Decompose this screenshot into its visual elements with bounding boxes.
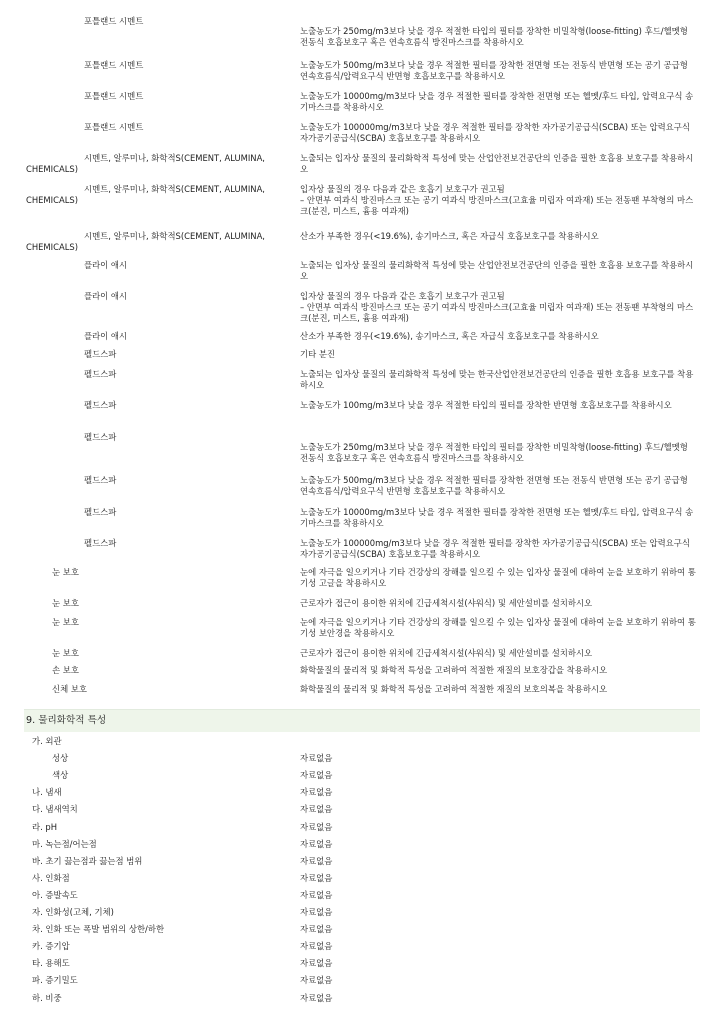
protection-value: 노출되는 입자상 물질의 물리화학적 특성에 맞는 산업안전보건공단의 인증을 필한 호흡용 보호구를 착용하시오: [300, 153, 694, 175]
property-label: 라. pH: [32, 821, 58, 832]
protection-label: 펠드스파: [84, 475, 117, 485]
protection-value: 눈에 자극을 일으키거나 기타 건강상의 장해를 일으킬 수 있는 입자상 물질에 대하여 눈을 보호하기 위하여 통기성 보안경을 착용하시오: [300, 617, 696, 639]
property-row: [0, 924, 724, 941]
property-value: 자료없음: [300, 975, 333, 986]
protection-value: 화학물질의 물리적 및 화학적 특성을 고려하여 적절한 재질의 보호의복을 착용하시오: [300, 684, 608, 694]
protection-value: 산소가 부족한 경우(<19.6%), 송기마스크, 혹은 자급식 호흡보호구를 착용하시오: [300, 231, 599, 241]
property-value: 자료없음: [300, 907, 333, 917]
property-value: 자료없음: [300, 889, 333, 900]
protection-label: 손 보호: [52, 665, 79, 675]
protection-value: 노출농도가 100000mg/m3보다 낮을 경우 적절한 필터를 장착한 자가공기공급식(SCBA) 또는 압력요구식 자가공기공급식(SCBA) 호흡보호구를 착용하시오: [300, 538, 690, 560]
protection-value: 노출농도가 500mg/m3보다 낮을 경우 적절한 필터를 장착한 전면형 또는 전동식 반면형 또는 공기 공급형 연속흐름식/압력요구식 반면형 호흡보호구를 착용하시오: [300, 60, 688, 82]
protection-label: 펠드스파: [84, 349, 117, 359]
protection-value: 산소가 부족한 경우(<19.6%), 송기마스크, 혹은 자급식 호흡보호구를 착용하시오: [300, 331, 599, 341]
protection-label: 눈 보호: [52, 617, 79, 627]
protection-label: 펠드스파: [84, 369, 117, 379]
protection-label: 플라이 애시: [84, 291, 128, 301]
property-row: [0, 975, 724, 992]
property-label: 마. 녹는점/어는점: [32, 838, 97, 849]
property-row: [0, 736, 724, 753]
protection-label: 포틀랜드 시멘트: [84, 91, 144, 101]
property-row: [0, 770, 724, 787]
protection-label: 시멘트, 알루미나, 화학적S(CEMENT, ALUMINA, CHEMICALS): [26, 184, 265, 206]
protection-value: 노출농도가 100000mg/m3보다 낮을 경우 적절한 필터를 장착한 자가공기공급식(SCBA) 또는 압력요구식 자가공기공급식(SCBA) 호흡보호구를 착용하시오: [300, 122, 690, 144]
property-label: 아. 증발속도: [32, 889, 78, 900]
protection-label: 플라이 애시: [84, 331, 128, 341]
property-value: 자료없음: [300, 872, 333, 883]
property-row: [0, 856, 724, 873]
property-value: 자료없음: [300, 992, 333, 1003]
protection-value: 입자상 물질의 경우 다음과 같은 호흡기 보호구가 권고됨 – 안면부 여과식 방진마스크 또는 공기 여과식 방진마스크(고효율 미립자 여과재) 또는 전동팬 부착형의 마스크(분진, 미스트, 흄용 여과재): [300, 291, 694, 324]
protection-value: 노출되는 입자상 물질의 물리화학적 특성에 맞는 산업안전보건공단의 인증을 필한 호흡용 보호구를 착용하시오: [300, 260, 694, 282]
protection-label: 플라이 애시: [84, 260, 128, 270]
protection-label: 펠드스파: [84, 432, 117, 442]
property-label: 파. 증기밀도: [32, 975, 78, 986]
protection-value: 근로자가 접근이 용이한 위치에 긴급세척시설(샤워식) 및 세안설비를 설치하시오: [300, 598, 593, 608]
protection-label: 펠드스파: [84, 538, 117, 548]
protection-value: 눈에 자극을 일으키거나 기타 건강상의 장해를 일으킬 수 있는 입자상 물질에 대하여 눈을 보호하기 위하여 통기성 고글을 착용하시오: [300, 567, 696, 589]
property-label: 카. 증기압: [32, 941, 70, 952]
property-label: 자. 인화성(고체, 기체): [32, 907, 114, 917]
property-row: [0, 890, 724, 907]
property-row: [0, 822, 724, 839]
protection-value: 노출농도가 10000mg/m3보다 낮을 경우 적절한 필터를 장착한 전면형 또는 헬멧/후드 타입, 압력요구식 송기마스크를 착용하시오: [300, 91, 694, 113]
property-row: [0, 873, 724, 890]
section-9-header: [24, 709, 700, 732]
property-row: [0, 804, 724, 821]
protection-label: 눈 보호: [52, 598, 79, 608]
protection-value: 기타 분진: [300, 349, 336, 359]
protection-value: 노출농도가 100mg/m3보다 낮을 경우 적절한 타입의 필터를 장착한 반면형 호흡보호구를 착용하시오: [300, 400, 672, 410]
property-label: 사. 인화점: [32, 872, 70, 883]
protection-label: 시멘트, 알루미나, 화학적S(CEMENT, ALUMINA, CHEMICALS): [26, 231, 265, 253]
property-label: 색상: [52, 770, 69, 781]
property-label: 나. 냄새: [32, 787, 62, 798]
property-value: 자료없음: [300, 753, 333, 764]
property-row: [0, 787, 724, 804]
property-value: 자료없음: [300, 924, 333, 935]
protection-value: 입자상 물질의 경우 다음과 같은 호흡기 보호구가 권고됨 – 안면부 여과식 방진마스크 또는 공기 여과식 방진마스크(고효율 미립자 여과재) 또는 전동팬 부착형의 마스크(분진, 미스트, 흄용 여과재): [300, 184, 694, 217]
property-label: 성상: [52, 753, 69, 764]
protection-value: 노출농도가 500mg/m3보다 낮을 경우 적절한 필터를 장착한 전면형 또는 전동식 반면형 또는 공기 공급형 연속흐름식/압력요구식 반면형 호흡보호구를 착용하시오: [300, 475, 688, 497]
property-value: 자료없음: [300, 855, 333, 866]
protection-label: 시멘트, 알루미나, 화학적S(CEMENT, ALUMINA, CHEMICALS): [26, 153, 265, 175]
property-row: [0, 907, 724, 924]
property-row: [0, 993, 724, 1010]
property-value: 자료없음: [300, 804, 333, 815]
property-value: 자료없음: [300, 958, 333, 969]
section-9-title: 9. 물리화학적 특성: [26, 715, 107, 726]
protection-label: 눈 보호: [52, 567, 79, 577]
protection-value: 노출농도가 250mg/m3보다 낮을 경우 적절한 타입의 필터를 장착한 비밀착형(loose-fitting) 후드/헬멧형 전동식 호흡보호구 혹은 연속흐름식 방진마스크를 착용하시오: [300, 442, 688, 464]
protection-label: 펠드스파: [84, 400, 117, 410]
protection-value: 화학물질의 물리적 및 화학적 특성을 고려하여 적절한 재질의 보호장갑을 착용하시오: [300, 665, 608, 675]
property-label: 바. 초기 끓는점과 끓는점 범위: [32, 855, 143, 866]
protection-label: 신체 보호: [52, 684, 88, 694]
property-row: [0, 753, 724, 770]
property-value: 자료없음: [300, 941, 333, 952]
property-row: [0, 958, 724, 975]
property-row: [0, 941, 724, 958]
property-value: 자료없음: [300, 838, 333, 849]
property-row: [0, 839, 724, 856]
protection-label: 포틀랜드 시멘트: [84, 16, 144, 26]
property-label: 다. 냄새역치: [32, 804, 78, 815]
property-label: 하. 비중: [32, 992, 62, 1003]
property-value: 자료없음: [300, 787, 333, 798]
property-label: 타. 용해도: [32, 958, 70, 969]
protection-label: 포틀랜드 시멘트: [84, 122, 144, 132]
property-label: 차. 인화 또는 폭발 범위의 상한/하한: [32, 924, 165, 935]
protection-label: 펠드스파: [84, 507, 117, 517]
property-value: 자료없음: [300, 821, 333, 832]
protection-value: 노출농도가 250mg/m3보다 낮을 경우 적절한 타입의 필터를 장착한 비밀착형(loose-fitting) 후드/헬멧형 전동식 호흡보호구 혹은 연속흐름식 방진마스크를 착용하시오: [300, 26, 688, 48]
protection-value: 근로자가 접근이 용이한 위치에 긴급세척시설(샤워식) 및 세안설비를 설치하시오: [300, 648, 593, 658]
protection-value: 노출농도가 10000mg/m3보다 낮을 경우 적절한 필터를 장착한 전면형 또는 헬멧/후드 타입, 압력요구식 송기마스크를 착용하시오: [300, 507, 694, 529]
property-value: 자료없음: [300, 770, 333, 781]
protection-label: 포틀랜드 시멘트: [84, 60, 144, 70]
property-label: 가. 외관: [32, 736, 62, 746]
protection-value: 노출되는 입자상 물질의 물리화학적 특성에 맞는 한국산업안전보건공단의 인증을 필한 호흡용 보호구를 착용하시오: [300, 369, 694, 391]
protection-label: 눈 보호: [52, 648, 79, 658]
